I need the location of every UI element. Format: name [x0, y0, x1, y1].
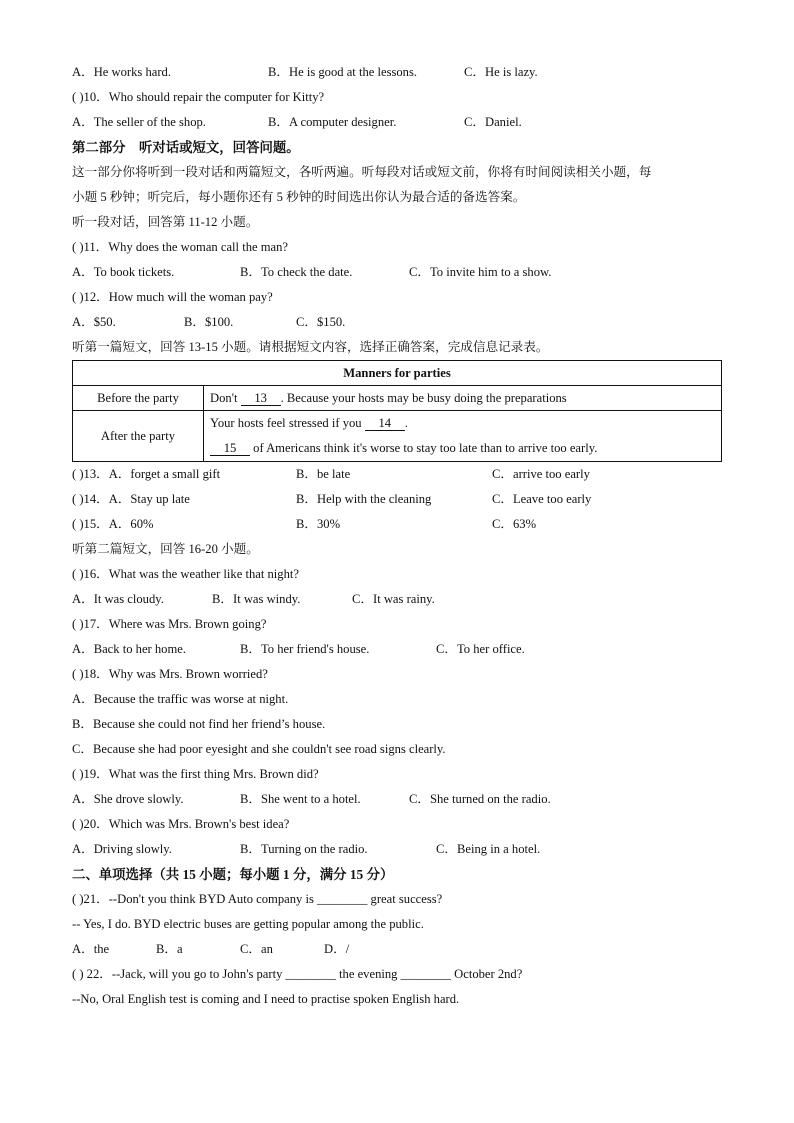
option-c: C．To her office. [436, 642, 525, 656]
question-16: ( )16．What was the weather like that night? [72, 567, 299, 581]
option-c: C．an [240, 942, 273, 956]
option-a: A．the [72, 942, 110, 956]
blank-15: 15 [210, 441, 250, 456]
question-11-options [72, 260, 722, 285]
option-c: C．arrive too early [492, 467, 590, 481]
question-19: ( )19．What was the first thing Mrs. Brown did? [72, 767, 319, 781]
option-b: B．To her friend's house. [240, 642, 370, 656]
question-18: ( )18．Why was Mrs. Brown worried? [72, 667, 268, 681]
option-b: B．It was windy. [212, 592, 301, 606]
row-before-text-end: . Because your hosts may be busy doing the preparations [280, 390, 567, 405]
option-a: A．To book tickets. [72, 265, 175, 279]
option-a: A．He works hard. [72, 65, 171, 79]
option-b: B．30% [296, 517, 341, 531]
question-18-option-c: C．Because she had poor eyesight and she couldn't see road signs clearly. [72, 742, 446, 756]
option-c: C．She turned on the radio. [409, 792, 551, 806]
question-15-stem: ( )15．A．60% [72, 517, 154, 531]
question-18-option-a: A．Because the traffic was worse at night. [72, 692, 289, 706]
question-17-options [72, 637, 722, 662]
option-b: B．a [156, 942, 183, 956]
question-22: ( ) 22．--Jack, will you go to John's party ________ the evening ________ October 2nd? [72, 967, 523, 981]
question-15 [72, 512, 722, 537]
option-a: A．The seller of the shop. [72, 115, 206, 129]
row-after-text-end: . [404, 416, 408, 430]
question-21-response: -- Yes, I do. BYD electric buses are getting popular among the public. [72, 917, 424, 931]
part2-intro-line1: 这一部分你将听到一段对话和两篇短文，各听两遍。听每段对话或短文前，你将有时间阅读相关小题，每 [72, 165, 652, 179]
option-a: A．$50. [72, 315, 116, 329]
row-before-content [204, 386, 722, 411]
question-12-options [72, 310, 722, 335]
option-a: A．She drove slowly. [72, 792, 184, 806]
question-13-stem: ( )13．A．forget a small gift [72, 467, 221, 481]
option-d: D．/ [324, 942, 350, 956]
row-after-content [204, 411, 722, 462]
part2-heading: 第二部分 听对话或短文，回答问题。 [72, 140, 300, 155]
question-16-options [72, 587, 722, 612]
row-label-before: Before the party [73, 386, 204, 411]
manners-table [72, 360, 722, 462]
option-c: C．$150. [296, 315, 346, 329]
option-c: C．Daniel. [464, 115, 522, 129]
table-caption: Manners for parties [73, 361, 722, 386]
option-b: B．$100. [184, 315, 234, 329]
option-a: A．Back to her home. [72, 642, 187, 656]
option-c: C．63% [492, 517, 537, 531]
passage1-instruction: 听第一篇短文，回答 13-15 小题。请根据短文内容，选择正确答案，完成信息记录表。 [72, 340, 549, 354]
option-b: B．be late [296, 467, 351, 481]
question-18-option-b: B．Because she could not find her friend’s house. [72, 717, 326, 731]
option-c: C．Being in a hotel. [436, 842, 541, 856]
option-a: A．Driving slowly. [72, 842, 172, 856]
part2-intro-line2: 小题 5 秒钟；听完后，每小题你还有 5 秒钟的时间选出你认为最合适的备选答案。 [72, 190, 526, 204]
question-10: ( )10．Who should repair the computer for Kitty? [72, 90, 325, 104]
question-14 [72, 487, 722, 512]
passage2-instruction: 听第二篇短文，回答 16-20 小题。 [72, 542, 259, 556]
question-17: ( )17．Where was Mrs. Brown going? [72, 617, 267, 631]
section2-heading: 二、单项选择（共 15 小题；每小题 1 分，满分 15 分） [72, 867, 394, 882]
question-21-options [72, 937, 722, 962]
dialog-instruction: 听一段对话，回答第 11-12 小题。 [72, 215, 259, 229]
question-9-options [72, 60, 722, 85]
option-b: B．He is good at the lessons. [268, 65, 418, 79]
blank-13: 13 [241, 391, 281, 406]
question-19-options [72, 787, 722, 812]
option-c: C．It was rainy. [352, 592, 435, 606]
question-21: ( )21．--Don't you think BYD Auto company is ________ great success? [72, 892, 443, 906]
row-after-text: Your hosts feel stressed if you [210, 416, 365, 430]
option-c: C．Leave too early [492, 492, 592, 506]
question-14-stem: ( )14．A．Stay up late [72, 492, 190, 506]
question-20: ( )20．Which was Mrs. Brown's best idea? [72, 817, 290, 831]
question-13 [72, 462, 722, 487]
option-c: C．He is lazy. [464, 65, 538, 79]
option-b: B．Turning on the radio. [240, 842, 368, 856]
question-12: ( )12．How much will the woman pay? [72, 290, 273, 304]
option-a: A．It was cloudy. [72, 592, 164, 606]
row-label-after: After the party [73, 411, 204, 462]
question-20-options [72, 837, 722, 862]
row-after-line2 [210, 436, 715, 461]
question-11: ( )11．Why does the woman call the man? [72, 240, 289, 254]
blank-14: 14 [365, 416, 405, 431]
question-22-response: --No, Oral English test is coming and I need to practise spoken English hard. [72, 992, 460, 1006]
option-b: B．She went to a hotel. [240, 792, 361, 806]
option-b: B．Help with the cleaning [296, 492, 432, 506]
question-10-options [72, 110, 722, 135]
option-b: B．A computer designer. [268, 115, 397, 129]
row-before-text: Don't [210, 390, 241, 405]
option-c: C．To invite him to a show. [409, 265, 552, 279]
option-b: B．To check the date. [240, 265, 353, 279]
row-after-text-2: of Americans think it's worse to stay too late than to arrive too early. [250, 441, 598, 455]
row-after-line1 [210, 411, 715, 436]
exam-page [72, 60, 722, 1012]
